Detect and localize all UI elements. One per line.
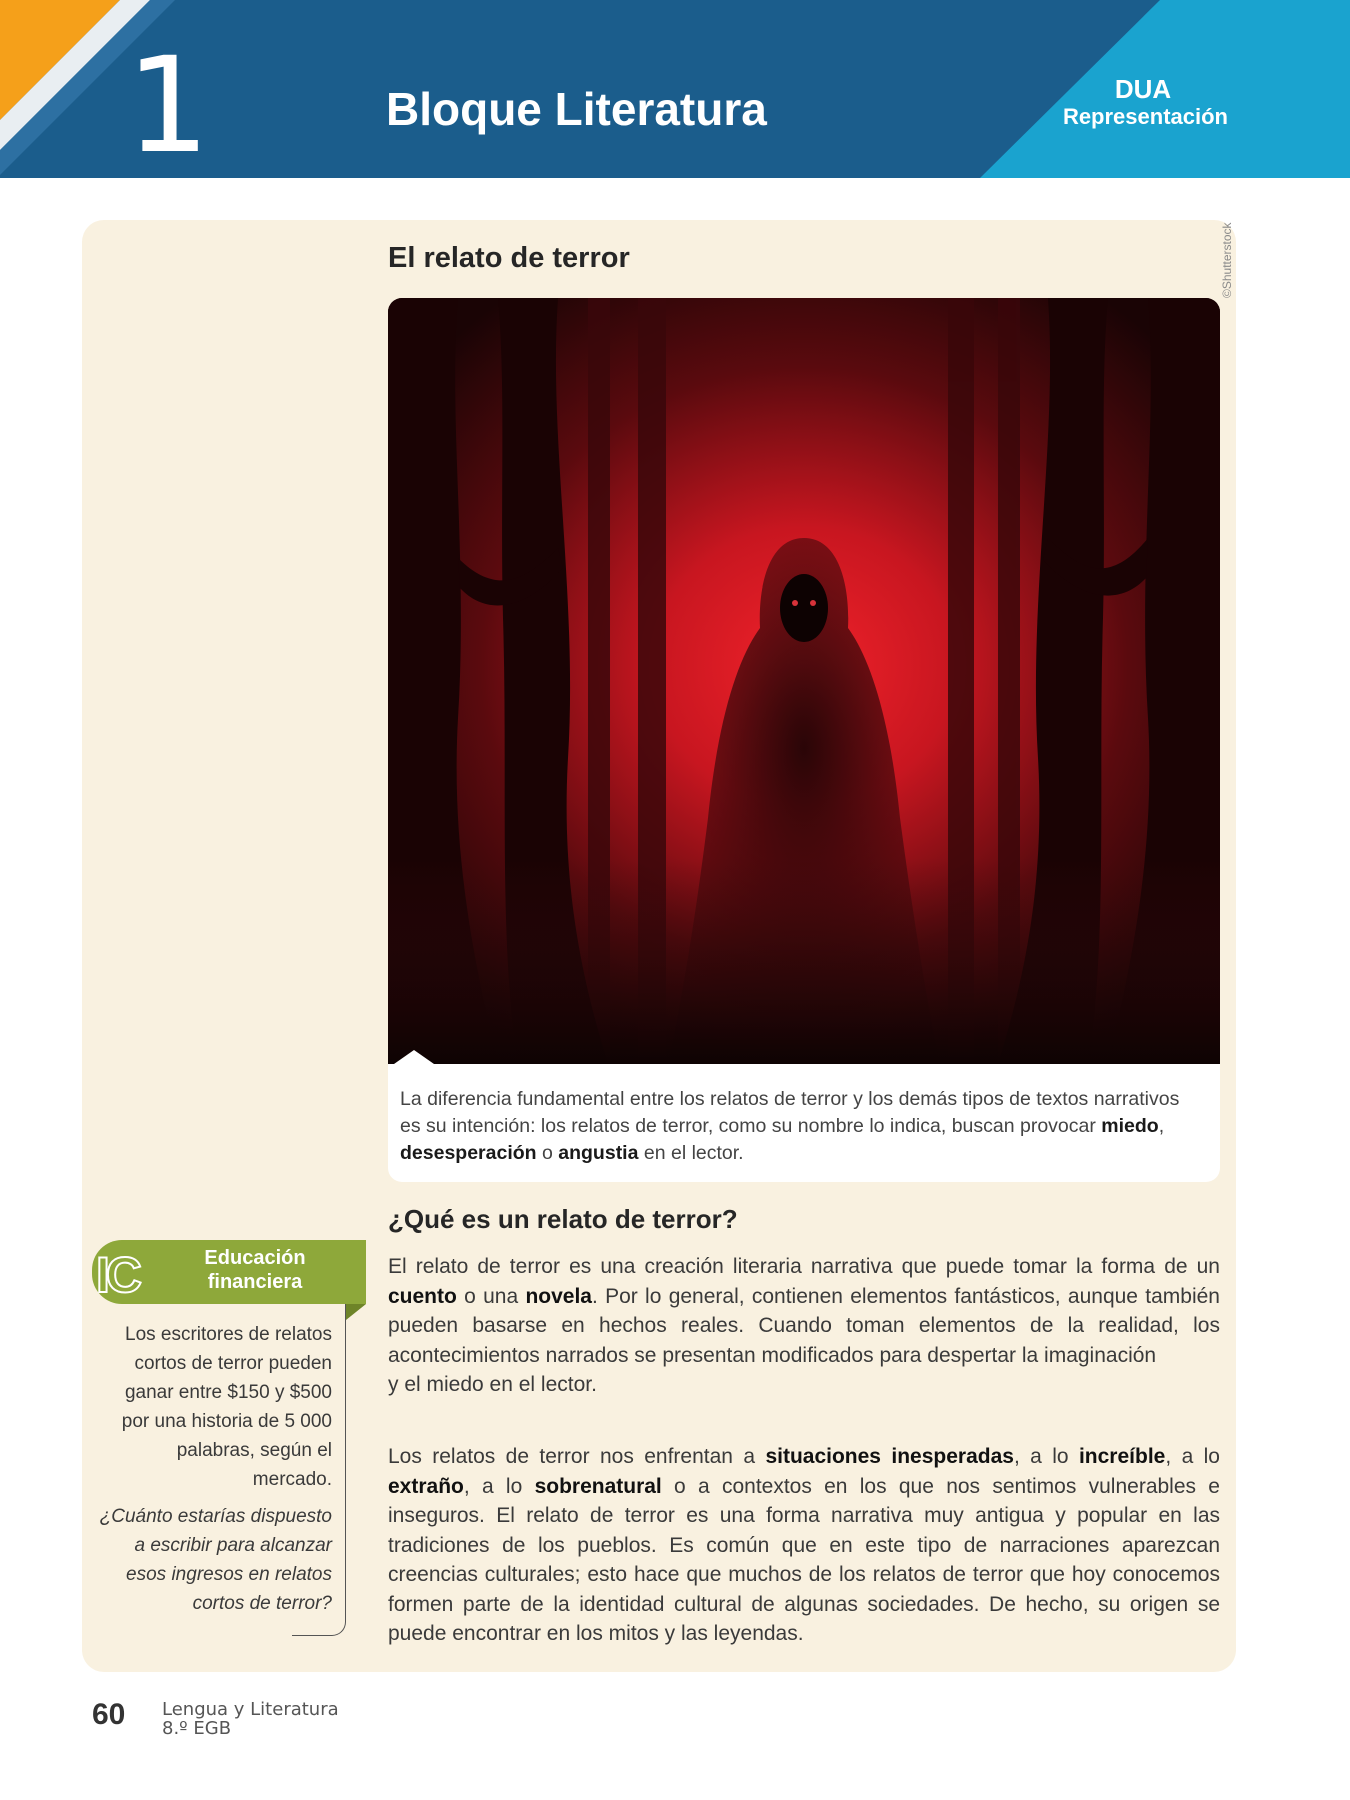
dua-subtitle: Representación	[1062, 104, 1228, 129]
caption-keyword-angustia: angustia	[558, 1142, 639, 1164]
p2-text-g: , a lo	[463, 1474, 535, 1498]
caption-pointer	[394, 1050, 434, 1064]
question-heading: ¿Qué es un relato de terror?	[388, 1204, 738, 1234]
sidebar-title: Educación financiera	[204, 1247, 306, 1293]
section-title: El relato de terror	[388, 242, 630, 274]
p2-keyword-extrano: extraño	[388, 1474, 464, 1498]
caption-separator-2: o	[536, 1142, 559, 1164]
footer-subject-name: Lengua y Literatura	[162, 1699, 339, 1720]
caption-keyword-miedo: miedo	[1101, 1115, 1159, 1137]
p1-keyword-novela: novela	[525, 1284, 592, 1308]
p2-text-c: , a lo	[1013, 1445, 1079, 1468]
page-header	[0, 0, 1350, 183]
sidebar-text: Los escritores de relatos cortos de terror pueden ganar entre $150 y $500 por una historia de 5 000 palabras, según el mercado.	[121, 1324, 332, 1490]
unit-number: 1	[126, 29, 210, 183]
dua-label	[998, 74, 1228, 130]
caption-keyword-desesperacion: desesperación	[400, 1142, 537, 1164]
p2-keyword-situaciones: situaciones inesperadas	[765, 1445, 1014, 1468]
p2-text-a: Los relatos de terror nos enfrentan a	[388, 1445, 766, 1468]
caption-text-2: en el lector.	[638, 1142, 744, 1164]
p2-keyword-increible: increíble	[1078, 1445, 1166, 1468]
horror-forest-image	[388, 298, 1220, 1064]
dua-title: DUA	[1114, 74, 1172, 104]
sidebar-header-fold	[346, 1304, 366, 1320]
sidebar-border-corner	[292, 1608, 346, 1636]
ic-logo-icon: IC	[96, 1247, 138, 1303]
image-credit: ©Shutterstock	[1220, 222, 1234, 298]
caption-separator-1: ,	[1158, 1115, 1165, 1137]
sidebar-border-line	[345, 1304, 346, 1610]
p2-keyword-sobrenatural: sobrenatural	[534, 1474, 662, 1498]
p2-text-i: o a contextos en los que nos sentimos vulnerables e inseguros. El relato de terror es una forma narrativa muy antigua y popular en las tradiciones de los pueblos. Es común que en este tipo de narraciones aparezcan creencias culturales; esto hace que muchos de los relatos de terror que hoy conocemos formen parte de la identidad cultural de algunas sociedades. De hecho, su origen se puede encontrar en los mitos y las leyendas.	[388, 1474, 1220, 1645]
block-title: Bloque Literatura	[386, 83, 767, 135]
p2-text-e: , a lo	[1165, 1445, 1220, 1468]
p1-keyword-cuento: cuento	[388, 1284, 457, 1308]
sidebar-question: ¿Cuánto estarías dispuesto a escribir para alcanzar esos ingresos en relatos cortos de terror?	[99, 1506, 332, 1614]
p1-text-e: . Por lo general, contienen elementos fantásticos, aunque también pueden basarse en hechos reales. Cuando toman elementos de la realidad, los acontecimientos narrados se presentan modificados para despertar la imaginación	[388, 1284, 1220, 1367]
footer-grade: 8.º EGB	[162, 1718, 232, 1739]
p1-text-f: y el miedo en el lector.	[388, 1373, 597, 1396]
p1-text-a: El relato de terror es una creación literaria narrativa que puede tomar la forma de un	[388, 1255, 1220, 1278]
image-caption	[400, 1086, 1200, 1167]
caption-text-1: La diferencia fundamental entre los relatos de terror y los demás tipos de textos narrativos es su intención: los relatos de terror, como su nombre lo indica, buscan provocar	[400, 1088, 1180, 1137]
page-number: 60	[92, 1698, 126, 1731]
figure-card	[388, 298, 1220, 1182]
footer-subject	[162, 1700, 339, 1738]
p1-text-c: o una	[456, 1284, 526, 1308]
paragraph-2	[388, 1442, 1220, 1649]
paragraph-1	[388, 1252, 1220, 1400]
